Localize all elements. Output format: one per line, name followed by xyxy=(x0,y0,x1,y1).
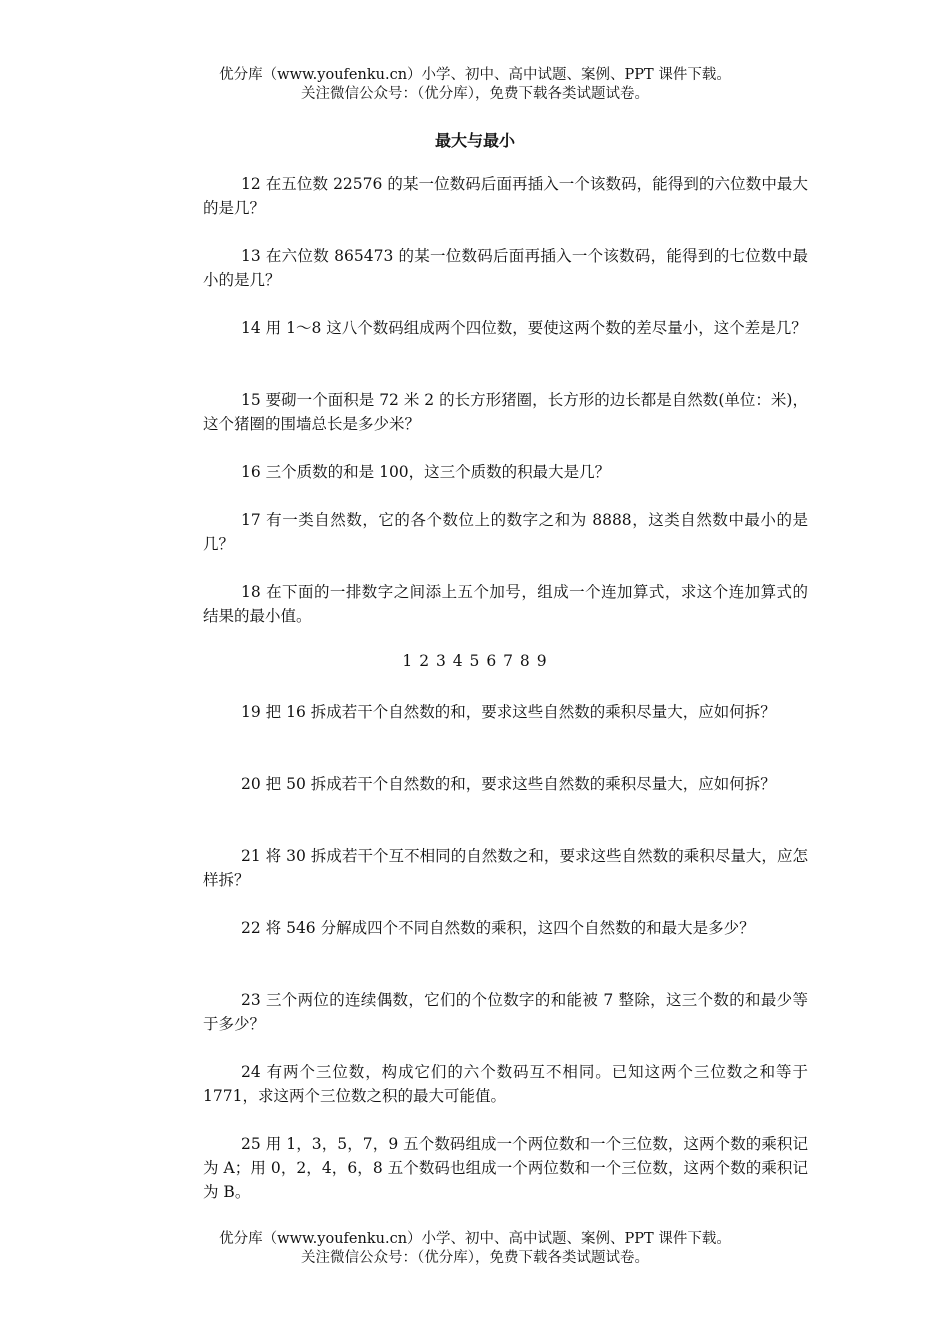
question-14: 14 用 1～8 这八个数码组成两个四位数，要使这两个数的差尽量小，这个差是几？ xyxy=(241,319,807,337)
question-20: 20 把 50 拆成若干个自然数的和，要求这些自然数的乘积尽量大，应如何拆？ xyxy=(241,775,776,793)
footer-line-1: 优分库（www.youfenku.cn）小学、初中、高中试题、案例、PPT 课件下载。 xyxy=(219,1231,731,1247)
question-24: 24 有两个三位数，构成它们的六个数码互不相同。已知这两个三位数之和等于 1771，求这两个三位数之积的最大可能值。 xyxy=(203,1063,808,1105)
digit-row: 1 2 3 4 5 6 7 8 9 xyxy=(402,652,548,670)
question-18: 18 在下面的一排数字之间添上五个加号，组成一个连加算式，求这个连加算式的结果的最小值。 xyxy=(203,583,808,625)
question-13: 13 在六位数 865473 的某一位数码后面再插入一个该数码，能得到的七位数中最小的是几？ xyxy=(203,247,808,289)
footer-line-2: 关注微信公众号：（优分库），免费下载各类试题试卷。 xyxy=(301,1250,649,1266)
page-title: 最大与最小 xyxy=(434,131,515,150)
question-15: 15 要砌一个面积是 72 米 2 的长方形猪圈，长方形的边长都是自然数(单位：米)，这个猪圈的围墙总长是多少米？ xyxy=(203,391,808,433)
question-23: 23 三个两位的连续偶数，它们的个位数字的和能被 7 整除，这三个数的和最少等于多少？ xyxy=(203,991,808,1033)
question-17: 17 有一类自然数，它的各个数位上的数字之和为 8888，这类自然数中最小的是几？ xyxy=(203,511,808,553)
question-25: 25 用 1，3，5，7，9 五个数码组成一个两位数和一个三位数，这两个数的乘积记为 A；用 0，2，4，6，8 五个数码也组成一个两位数和一个三位数，这两个数的乘积记为 B。 xyxy=(203,1135,808,1201)
question-16: 16 三个质数的和是 100，这三个质数的积最大是几？ xyxy=(241,463,611,481)
question-21: 21 将 30 拆成若干个互不相同的自然数之和，要求这些自然数的乘积尽量大，应怎样拆？ xyxy=(203,847,808,889)
question-19: 19 把 16 拆成若干个自然数的和，要求这些自然数的乘积尽量大，应如何拆？ xyxy=(241,703,776,721)
header-line-2: 关注微信公众号：（优分库），免费下载各类试题试卷。 xyxy=(301,86,649,102)
question-12: 12 在五位数 22576 的某一位数码后面再插入一个该数码，能得到的六位数中最大的是几？ xyxy=(203,175,808,217)
header-line-1: 优分库（www.youfenku.cn）小学、初中、高中试题、案例、PPT 课件下载。 xyxy=(219,67,731,83)
question-22: 22 将 546 分解成四个不同自然数的乘积，这四个自然数的和最大是多少？ xyxy=(241,919,755,937)
